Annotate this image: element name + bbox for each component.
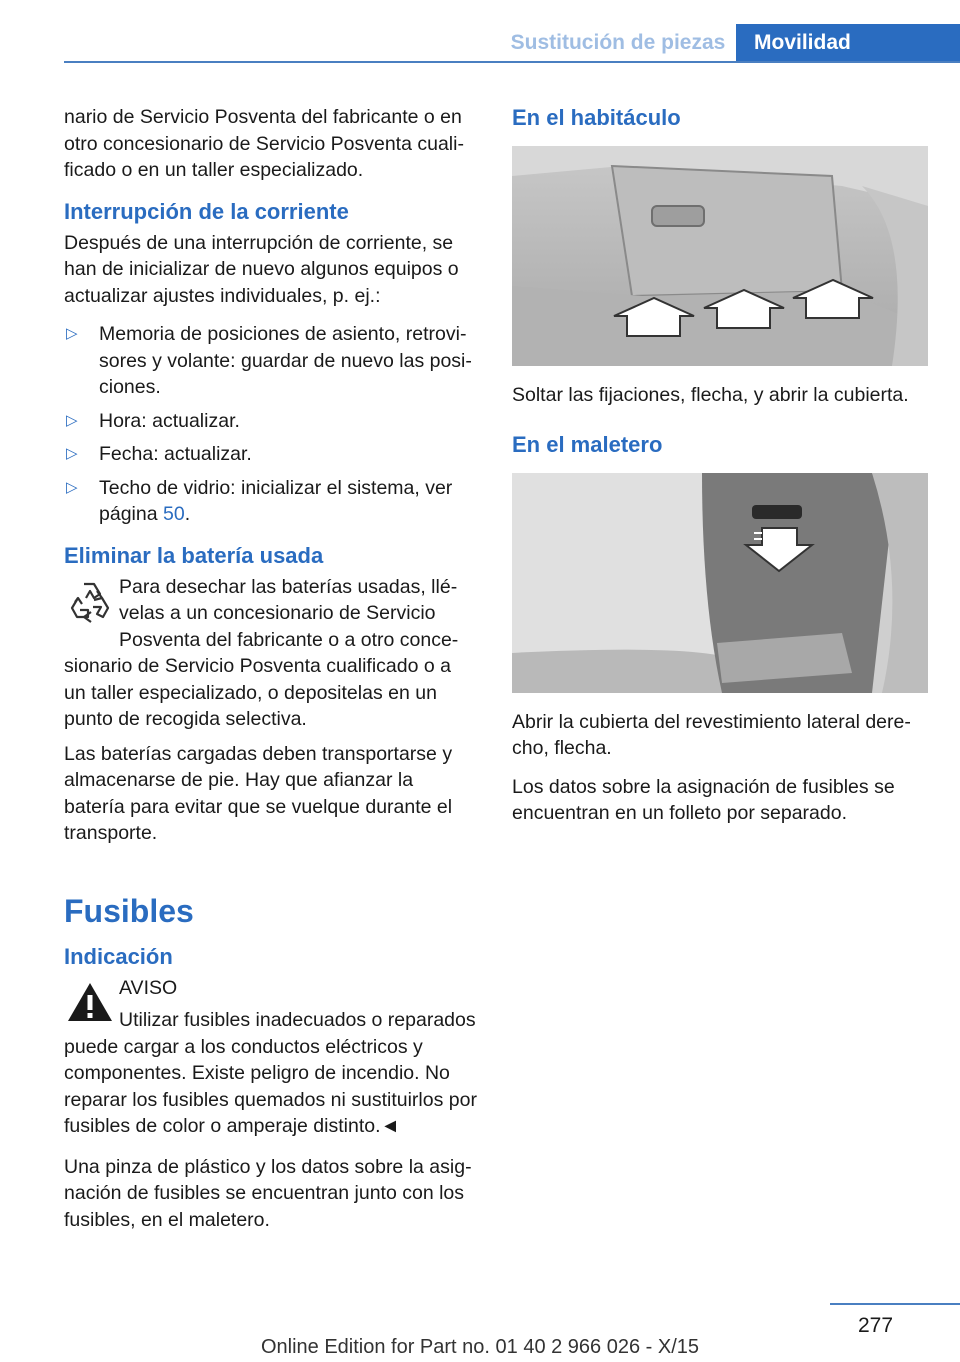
header-chapter-tab: Movilidad xyxy=(736,24,960,62)
warning-note xyxy=(64,975,478,1140)
trunk-panel-photo xyxy=(512,473,928,693)
list-item: ▷ Memoria de posiciones de asiento, retrovisores y volante: guardar de nuevo las posiciones. xyxy=(66,323,472,398)
list-item: ▷ Hora: actualizar. xyxy=(64,408,478,435)
edition-footer: Online Edition for Part no. 01 40 2 966 026 - X/15 xyxy=(260,1336,700,1358)
interruption-text: Después de una interrupción de corriente, se han de inicializar de nuevo algunos equipos o actualizar ajustes individuales, p. ej.: xyxy=(64,231,459,307)
warning-icon xyxy=(64,977,116,1033)
recycle-icon xyxy=(64,576,116,632)
indication-heading: Indicación xyxy=(64,943,173,969)
page-number: 277 xyxy=(858,1314,894,1337)
triangle-bullet-icon: ▷ xyxy=(66,411,78,429)
trunk-heading: En el maletero xyxy=(512,431,663,457)
intro-paragraph: nario de Servicio Posventa del fabricante o en otro concesionario de Servicio Posventa cualificado o en un taller especializado. xyxy=(64,106,464,181)
left-column xyxy=(64,104,478,1245)
triangle-bullet-icon: ▷ xyxy=(66,478,78,496)
glovebox-photo xyxy=(512,146,928,366)
interruption-list xyxy=(64,321,478,528)
disposal-text: Para desechar las baterías usadas, llévelas a un concesionario de Servicio Posventa del fabricante o a otro concesionario de Servicio Posventa cualificado o a un taller especializado, o depositelas en un punto de recogida selectiva. xyxy=(64,575,459,730)
fuses-heading: Fusibles xyxy=(64,892,194,929)
trunk-caption: Abrir la cubierta del revestimiento lateral derecho, flecha. xyxy=(512,710,911,759)
warning-text: Utilizar fusibles inadecuados o reparados puede cargar a los conductos eléctricos y componentes. Existe peligro de incendio. No reparar los fusibles quemados ni sustituirlos por fusibles de color o amperaje distinto.◄ xyxy=(64,1009,477,1137)
disposal-text-2: Las baterías cargadas deben transportarse y almacenarse de pie. Hay que afianzar la batería para evitar que se vuelque durante el transporte. xyxy=(64,742,453,844)
fuses-text: Una pinza de plástico y los datos sobre la asignación de fusibles se encuentran junto con los fusibles, en el maletero. xyxy=(64,1155,472,1231)
disposal-heading: Eliminar la batería usada xyxy=(64,542,324,568)
header-section-title: Sustitución de piezas xyxy=(510,31,726,54)
warning-title: AVISO xyxy=(119,976,178,999)
recycling-note xyxy=(64,574,478,733)
footer-rule xyxy=(830,1303,960,1305)
cabin-caption: Soltar las fijaciones, flecha, y abrir la cubierta. xyxy=(512,384,909,406)
cabin-heading: En el habitáculo xyxy=(512,105,681,130)
triangle-bullet-icon: ▷ xyxy=(66,325,78,342)
interruption-heading: Interrupción de la corriente xyxy=(64,198,349,224)
header-rule xyxy=(64,61,960,63)
list-item: ▷ Fecha: actualizar. xyxy=(64,441,478,468)
list-item: ▷ Techo de vidrio: inicializar el sistema, ver página 50. xyxy=(66,476,453,525)
triangle-bullet-icon: ▷ xyxy=(66,445,78,462)
page-link[interactable]: 50 xyxy=(162,503,185,525)
right-column xyxy=(512,104,928,839)
trunk-text: Los datos sobre la asignación de fusibles se encuentran en un folleto por separado. xyxy=(512,775,895,824)
